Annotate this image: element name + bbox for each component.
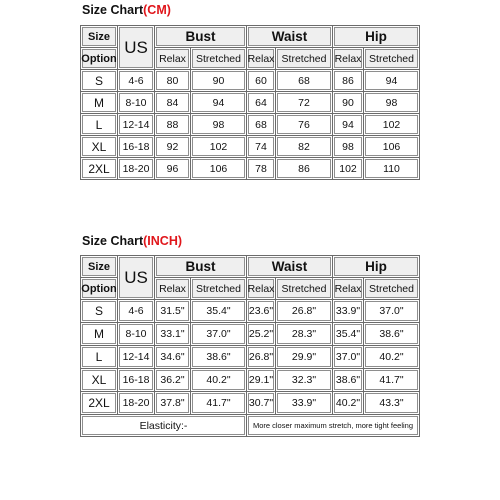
size-cell: XL: [81, 369, 118, 392]
size-cell: M: [81, 92, 118, 114]
waist-stretched-header: Stretched: [276, 48, 333, 70]
table-row-xl: [81, 136, 420, 158]
us-header-cell: US: [118, 26, 155, 70]
us-cell: 8-10: [118, 92, 155, 114]
bust-relax-header: Relax: [155, 278, 191, 300]
hip-relax-cell: 40.2": [333, 392, 364, 415]
bust-stretched-cell: 40.2": [191, 369, 247, 392]
waist-header-cell: Waist: [247, 256, 333, 278]
waist-relax-header: Relax: [247, 278, 276, 300]
bust-stretched-cell: 102: [191, 136, 247, 158]
waist-relax-cell: 64: [247, 92, 276, 114]
hip-stretched-cell: 37.0": [364, 300, 420, 323]
hip-relax-header: Relax: [333, 48, 364, 70]
size-cell: M: [81, 323, 118, 346]
hip-header-cell: Hip: [333, 256, 420, 278]
bust-relax-header: Relax: [155, 48, 191, 70]
hip-stretched-cell: 40.2": [364, 346, 420, 369]
bust-relax-cell: 88: [155, 114, 191, 136]
size-cell: S: [81, 300, 118, 323]
bust-stretched-cell: 38.6": [191, 346, 247, 369]
size-cell: 2XL: [81, 158, 118, 180]
option-header-cell: Option: [81, 278, 118, 300]
hip-stretched-cell: 102: [364, 114, 420, 136]
bust-stretched-cell: 35.4": [191, 300, 247, 323]
size-cell: S: [81, 70, 118, 92]
hip-relax-cell: 35.4": [333, 323, 364, 346]
title-text: Size Chart: [82, 3, 144, 17]
waist-relax-cell: 78: [247, 158, 276, 180]
waist-relax-cell: 23.6": [247, 300, 276, 323]
table-row-l: [81, 346, 420, 369]
bust-relax-cell: 34.6": [155, 346, 191, 369]
us-header-cell: US: [118, 256, 155, 300]
header-row-groups: [81, 26, 420, 48]
us-cell: 8-10: [118, 323, 155, 346]
hip-relax-cell: 33.9": [333, 300, 364, 323]
waist-relax-cell: 25.2": [247, 323, 276, 346]
bust-stretched-header: Stretched: [191, 278, 247, 300]
size-cell: XL: [81, 136, 118, 158]
table-row-m: [81, 92, 420, 114]
size-cell: L: [81, 114, 118, 136]
bust-header-cell: Bust: [155, 26, 247, 48]
us-cell: 12-14: [118, 346, 155, 369]
us-cell: 18-20: [118, 158, 155, 180]
us-cell: 4-6: [118, 70, 155, 92]
size-chart-inch-table: [80, 255, 420, 437]
bust-relax-cell: 92: [155, 136, 191, 158]
waist-stretched-cell: 86: [276, 158, 333, 180]
hip-relax-cell: 38.6": [333, 369, 364, 392]
bust-relax-cell: 31.5": [155, 300, 191, 323]
us-cell: 16-18: [118, 136, 155, 158]
hip-relax-cell: 37.0": [333, 346, 364, 369]
bust-relax-cell: 80: [155, 70, 191, 92]
hip-stretched-cell: 98: [364, 92, 420, 114]
waist-stretched-cell: 76: [276, 114, 333, 136]
waist-stretched-cell: 26.8": [276, 300, 333, 323]
waist-relax-cell: 74: [247, 136, 276, 158]
waist-header-cell: Waist: [247, 26, 333, 48]
hip-stretched-cell: 106: [364, 136, 420, 158]
table-row-2xl: [81, 158, 420, 180]
waist-relax-cell: 60: [247, 70, 276, 92]
hip-relax-cell: 94: [333, 114, 364, 136]
hip-stretched-cell: 38.6": [364, 323, 420, 346]
size-chart-cm-table: [80, 25, 420, 180]
us-cell: 12-14: [118, 114, 155, 136]
size-chart-inch-title: [82, 234, 182, 248]
hip-stretched-cell: 94: [364, 70, 420, 92]
waist-stretched-cell: 72: [276, 92, 333, 114]
table-row-l: [81, 114, 420, 136]
bust-stretched-cell: 90: [191, 70, 247, 92]
hip-stretched-cell: 43.3": [364, 392, 420, 415]
waist-stretched-cell: 32.3": [276, 369, 333, 392]
waist-stretched-header: Stretched: [276, 278, 333, 300]
table-row-m: [81, 323, 420, 346]
title-unit: (CM): [143, 3, 171, 17]
bust-stretched-cell: 106: [191, 158, 247, 180]
size-chart-cm-title: [82, 3, 171, 17]
bust-relax-cell: 33.1": [155, 323, 191, 346]
waist-stretched-cell: 28.3": [276, 323, 333, 346]
us-cell: 16-18: [118, 369, 155, 392]
bust-relax-cell: 84: [155, 92, 191, 114]
bust-stretched-cell: 37.0": [191, 323, 247, 346]
table-row-s: [81, 70, 420, 92]
us-cell: 18-20: [118, 392, 155, 415]
hip-stretched-cell: 41.7": [364, 369, 420, 392]
title-text: Size Chart: [82, 234, 144, 248]
waist-stretched-cell: 29.9": [276, 346, 333, 369]
bust-relax-cell: 36.2": [155, 369, 191, 392]
hip-stretched-cell: 110: [364, 158, 420, 180]
waist-stretched-cell: 68: [276, 70, 333, 92]
hip-relax-cell: 98: [333, 136, 364, 158]
option-header-cell: Option: [81, 48, 118, 70]
table-row-s: [81, 300, 420, 323]
waist-relax-cell: 29.1": [247, 369, 276, 392]
size-header-cell: Size: [81, 26, 118, 48]
bust-header-cell: Bust: [155, 256, 247, 278]
elasticity-label: Elasticity:-: [81, 415, 247, 437]
us-cell: 4-6: [118, 300, 155, 323]
bust-stretched-header: Stretched: [191, 48, 247, 70]
hip-header-cell: Hip: [333, 26, 420, 48]
table-row-xl: [81, 369, 420, 392]
bust-relax-cell: 96: [155, 158, 191, 180]
waist-relax-cell: 68: [247, 114, 276, 136]
size-cell: 2XL: [81, 392, 118, 415]
header-row-groups: [81, 256, 420, 278]
hip-stretched-header: Stretched: [364, 278, 420, 300]
waist-relax-cell: 26.8": [247, 346, 276, 369]
hip-relax-cell: 90: [333, 92, 364, 114]
hip-stretched-header: Stretched: [364, 48, 420, 70]
waist-stretched-cell: 33.9": [276, 392, 333, 415]
elasticity-row: [81, 415, 420, 437]
bust-relax-cell: 37.8": [155, 392, 191, 415]
waist-relax-header: Relax: [247, 48, 276, 70]
hip-relax-header: Relax: [333, 278, 364, 300]
bust-stretched-cell: 41.7": [191, 392, 247, 415]
table-row-2xl: [81, 392, 420, 415]
waist-relax-cell: 30.7": [247, 392, 276, 415]
hip-relax-cell: 102: [333, 158, 364, 180]
waist-stretched-cell: 82: [276, 136, 333, 158]
elasticity-note: More closer maximum stretch, more tight feeling: [247, 415, 420, 437]
size-header-cell: Size: [81, 256, 118, 278]
bust-stretched-cell: 98: [191, 114, 247, 136]
hip-relax-cell: 86: [333, 70, 364, 92]
title-unit: (INCH): [143, 234, 183, 248]
bust-stretched-cell: 94: [191, 92, 247, 114]
size-cell: L: [81, 346, 118, 369]
